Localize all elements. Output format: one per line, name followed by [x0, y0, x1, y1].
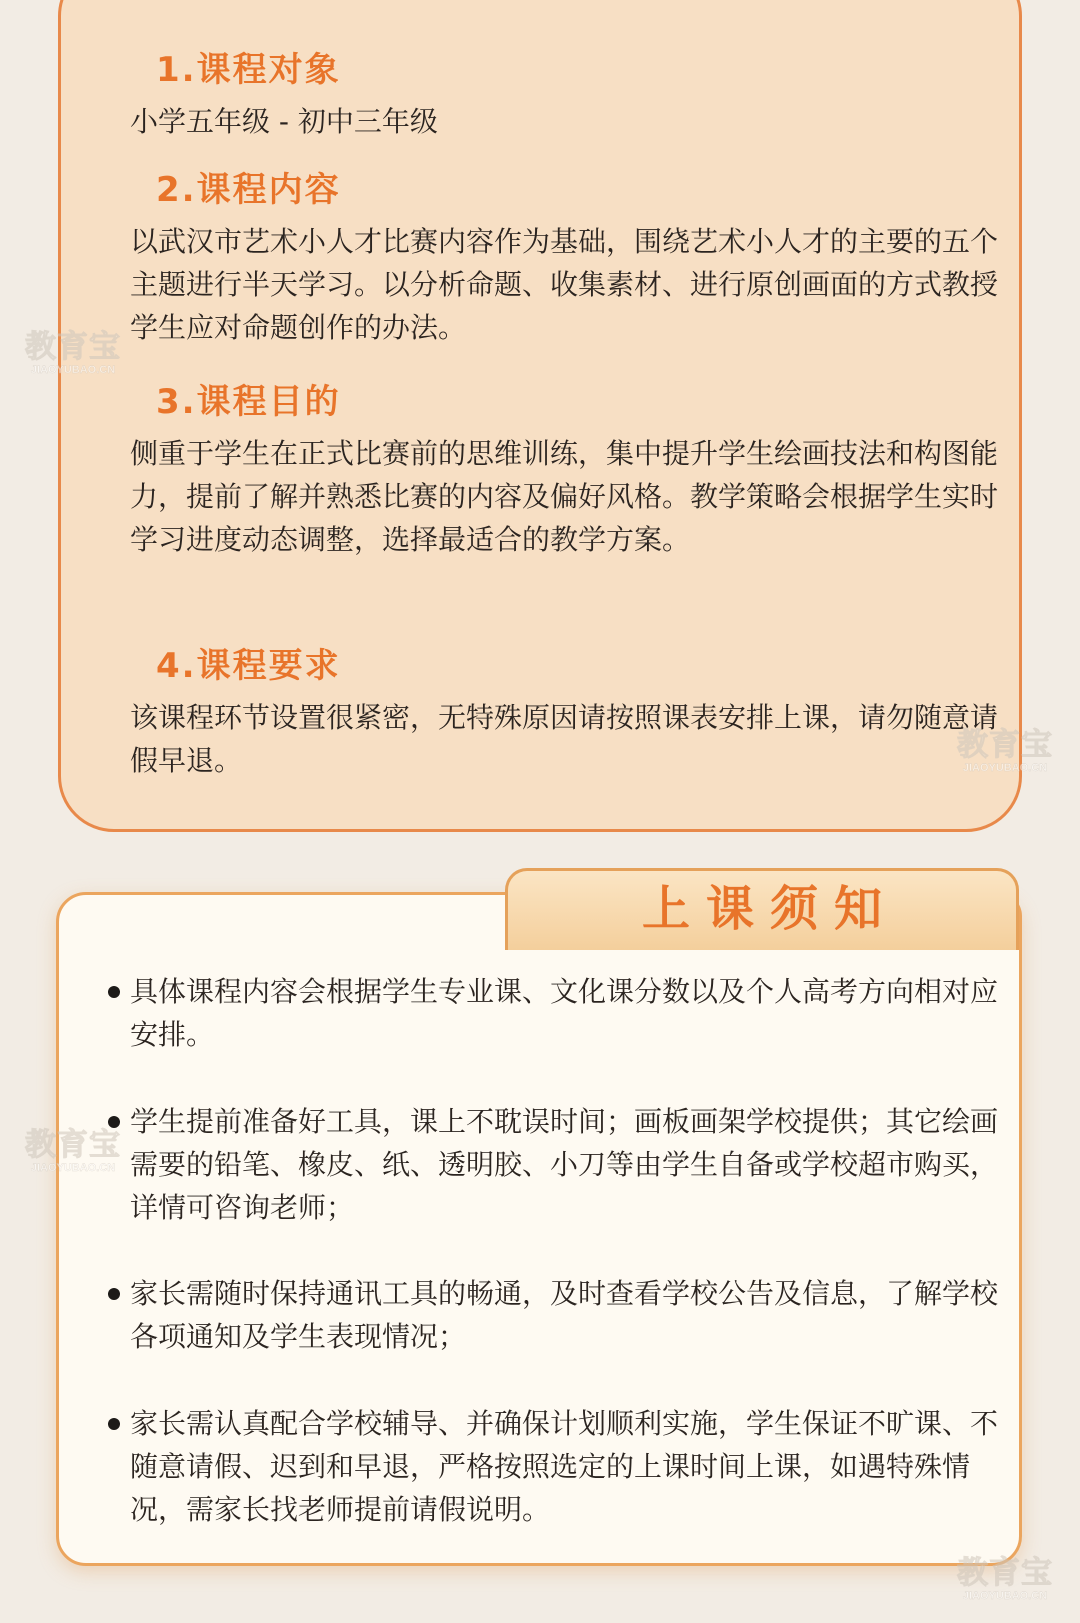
watermark-cn: 教育宝: [957, 727, 1053, 763]
watermark-logo: [18, 1128, 128, 1174]
notice-item-text: 家长需认真配合学校辅导、并确保计划顺利实施，学生保证不旷课、不随意请假、迟到和早退，严格按照选定的上课时间上课，如遇特殊情况，需家长找老师提前请假说明。: [130, 1407, 999, 1526]
bullet-dot-icon: [108, 1288, 120, 1300]
notice-item: [130, 1402, 998, 1531]
watermark-en: JIAOYUBAO.CN: [962, 762, 1048, 774]
section-title-target: 1.课程对象: [156, 50, 341, 90]
notice-item: [130, 1272, 998, 1358]
section-body-purpose: 侧重于学生在正式比赛前的思维训练，集中提升学生绘画技法和构图能力，提前了解并熟悉比赛的内容及偏好风格。教学策略会根据学生实时学习进度动态调整，选择最适合的教学方案。: [130, 437, 999, 556]
notice-title: 上课须知: [641, 881, 898, 937]
watermark-cn: 教育宝: [25, 329, 121, 365]
notice-item-text: 学生提前准备好工具，课上不耽误时间；画板画架学校提供；其它绘画需要的铅笔、橡皮、纸、透明胶、小刀等由学生自备或学校超市购买，详情可咨询老师；: [130, 1105, 999, 1224]
bullet-dot-icon: [108, 1418, 120, 1430]
notice-item-text: 家长需随时保持通讯工具的畅通，及时查看学校公告及信息，了解学校各项通知及学生表现情况；: [130, 1277, 999, 1353]
watermark-cn: 教育宝: [957, 1555, 1053, 1591]
watermark-en: JIAOYUBAO.CN: [962, 1590, 1048, 1602]
section-title-purpose: 3.课程目的: [156, 382, 341, 422]
section-body-requirement: 该课程环节设置很紧密，无特殊原因请按照课表安排上课，请勿随意请假早退。: [130, 701, 999, 777]
watermark-logo: [18, 330, 128, 376]
watermark-logo: [950, 728, 1060, 774]
notice-item: [130, 970, 998, 1056]
notice-tab: [505, 868, 1019, 950]
section-title-content: 2.课程内容: [156, 170, 341, 210]
notice-item: [130, 1100, 998, 1229]
watermark-en: JIAOYUBAO.CN: [30, 1162, 116, 1174]
section-body-target: 小学五年级 - 初中三年级: [130, 105, 438, 138]
notice-item-text: 具体课程内容会根据学生专业课、文化课分数以及个人高考方向相对应安排。: [130, 975, 999, 1051]
section-title-requirement: 4.课程要求: [156, 646, 341, 686]
section-body-content: 以武汉市艺术小人才比赛内容作为基础，围绕艺术小人才的主要的五个主题进行半天学习。以分析命题、收集素材、进行原创画面的方式教授学生应对命题创作的办法。: [130, 225, 999, 344]
bullet-dot-icon: [108, 986, 120, 998]
watermark-en: JIAOYUBAO.CN: [30, 364, 116, 376]
watermark-logo: [950, 1556, 1060, 1602]
watermark-cn: 教育宝: [25, 1127, 121, 1163]
